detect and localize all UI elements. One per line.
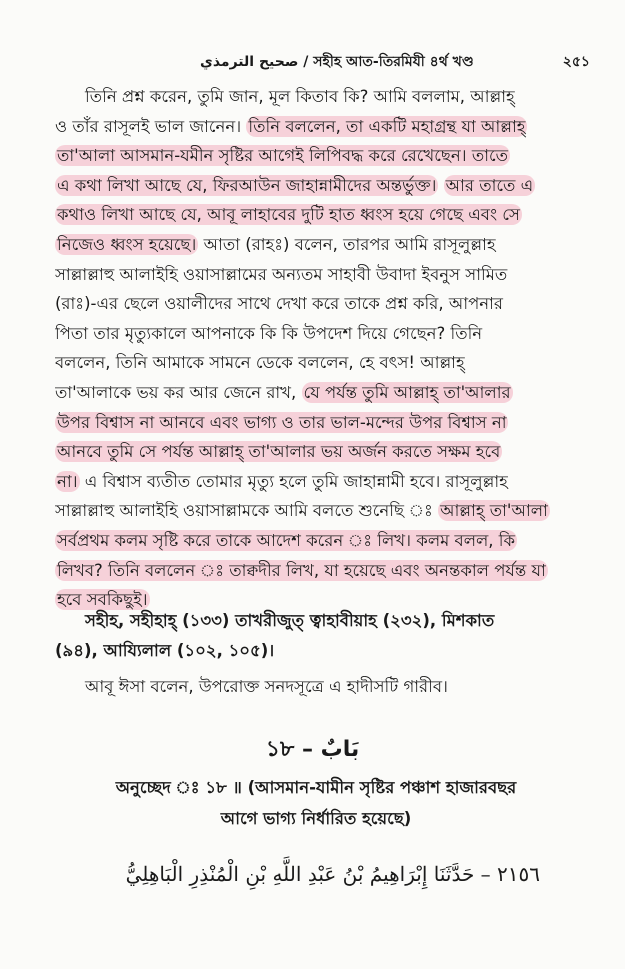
text-span: সাল্লাল্লাহু আলাইহি ওয়াসাল্লামের অন্যতম সাহাবী উবাদা ইবনুস সামিত (55, 264, 508, 284)
page-header (200, 50, 590, 74)
narrator-note: আবূ ঈসা বলেন, উপরোক্ত সনদসূত্রে এ হাদীসটি গারীব। (85, 677, 448, 696)
text-span: বললেন, তিনি আমাকে সামনে ডেকে বললেন, হে বৎস! আল্লাহ্ (55, 353, 465, 373)
text-span: পিতা তার মৃত্যুকালে আপনাকে কি কি উপদেশ দিয়ে গেছেন? তিনি (55, 323, 483, 343)
source-citation (55, 606, 577, 666)
highlighted-text: কথাও লিখা আছে যে, আবূ লাহাবের দুটি হাত ধ্বংস হয়ে গেছে এবং সে (57, 205, 520, 225)
text-line (55, 556, 577, 586)
highlighted-text: নিজেও ধ্বংস হয়েছে। (57, 234, 197, 254)
chapter-heading: ১৮ – بَابٌ (265, 737, 360, 762)
text-line (55, 319, 577, 349)
text-line (55, 467, 577, 497)
citation-line: সহীহ, সহীহাহ্ (১৩৩) তাখরীজুত্ ত্বাহাবীয়াহ (২৩২), মিশকাত (85, 611, 495, 630)
highlighted-text: লিখব? তিনি বললেন ঃ তাক্বদীর লিখ, যা হয়েছে এবং অনন্তকাল পর্যন্ত যা (57, 560, 546, 580)
text-line (55, 112, 577, 142)
text-span: আতা (রাহঃ) বলেন, তারপর আমি রাসূলুল্লাহ (203, 234, 496, 254)
text-line (55, 200, 577, 230)
chapter-title (55, 772, 577, 834)
text-span: (রাঃ)-এর ছেলে ওয়ালীদের সাথে দেখা করে তাকে প্রশ্ন করি, আপনার (55, 294, 503, 314)
text-span: তিনি প্রশ্ন করেন, তুমি জান, মূল কিতাব কি? আমি বললাম, আল্লাহ্ (85, 87, 515, 106)
text-span: ও তাঁর রাসূলই ভাল জানেন। (55, 116, 242, 136)
text-line (55, 437, 577, 467)
highlighted-text: তিনি বললেন, তা একটি মহাগ্রন্থ যা আল্লাহ্ (248, 116, 526, 136)
page-number: ২৫১ (562, 54, 590, 70)
text-line (55, 289, 577, 319)
highlighted-text: যে পর্যন্ত তুমি আল্লাহ্ তা'আলার (303, 382, 511, 402)
highlighted-text: আর তাতে এ (445, 175, 534, 195)
text-line (55, 260, 577, 290)
text-line (55, 82, 577, 112)
text-span: তা'আলাকে ভয় কর আর জেনে রাখ, (55, 382, 297, 402)
highlighted-text: এ কথা লিখা আছে যে, ফিরআউন জাহান্নামীদের অন্তর্ভুক্ত। (57, 175, 437, 195)
highlighted-text: তা'আলা আসমান-যমীন সৃষ্টির আগেই লিপিবদ্ধ করে রেখেছেন। তাতে (57, 146, 508, 166)
text-line (55, 171, 577, 201)
text-span: সাল্লাল্লাহু আলাইহি ওয়াসাল্লামকে আমি বলতে শুনেছি ঃ (55, 501, 433, 521)
highlighted-text: উপর বিশ্বাস না আনবে এবং ভাগ্য ও তার ভাল-মন্দের উপর বিশ্বাস না (57, 412, 507, 432)
body-text (55, 82, 577, 615)
highlighted-text: আনবে তুমি সে পর্যন্ত আল্লাহ্ তা'আলার ভয় অর্জন করতে সক্ষম হবে (57, 442, 501, 462)
arabic-hadith-chain: ٢١٥٦ – حَدَّثَنَا إِبْرَاهِيمُ بْنُ عَبْدِ اللَّهِ بْنِ الْمُنْذِرِ الْبَاهِلِيُّ (125, 862, 540, 886)
text-line (55, 230, 577, 260)
highlighted-text: আল্লাহ্ তা'আলা (440, 501, 548, 521)
text-span: এ বিশ্বাস ব্যতীত তোমার মৃত্যু হলে তুমি জাহান্নামী হবে। রাসূলুল্লাহ (84, 471, 508, 491)
chapter-title-line: আগে ভাগ্য নির্ধারিত হয়েছে) (220, 809, 412, 828)
text-line (55, 526, 577, 556)
highlighted-text: সর্বপ্রথম কলম সৃষ্টি করে তাকে আদেশ করেন ঃ লিখ। কলম বলল, কি (57, 530, 516, 550)
text-line (55, 496, 577, 526)
text-line (55, 378, 577, 408)
highlighted-text: হবে সবকিছুই। (57, 590, 148, 610)
text-line (55, 141, 577, 171)
highlighted-text: না। (57, 471, 78, 491)
text-line (55, 348, 577, 378)
running-title: صحيح الترمذي / সহীহ আত-তিরমিযী ৪র্থ খণ্ড (200, 54, 474, 70)
citation-line: (৯৪), আয্যিলাল (১০২, ১০৫)। (55, 641, 275, 660)
text-line (55, 408, 577, 438)
chapter-title-line: অনুচ্ছেদ ঃ ১৮ ॥ (আসমান-যামীন সৃষ্টির পঞ্চাশ হাজারবছর (115, 778, 517, 797)
